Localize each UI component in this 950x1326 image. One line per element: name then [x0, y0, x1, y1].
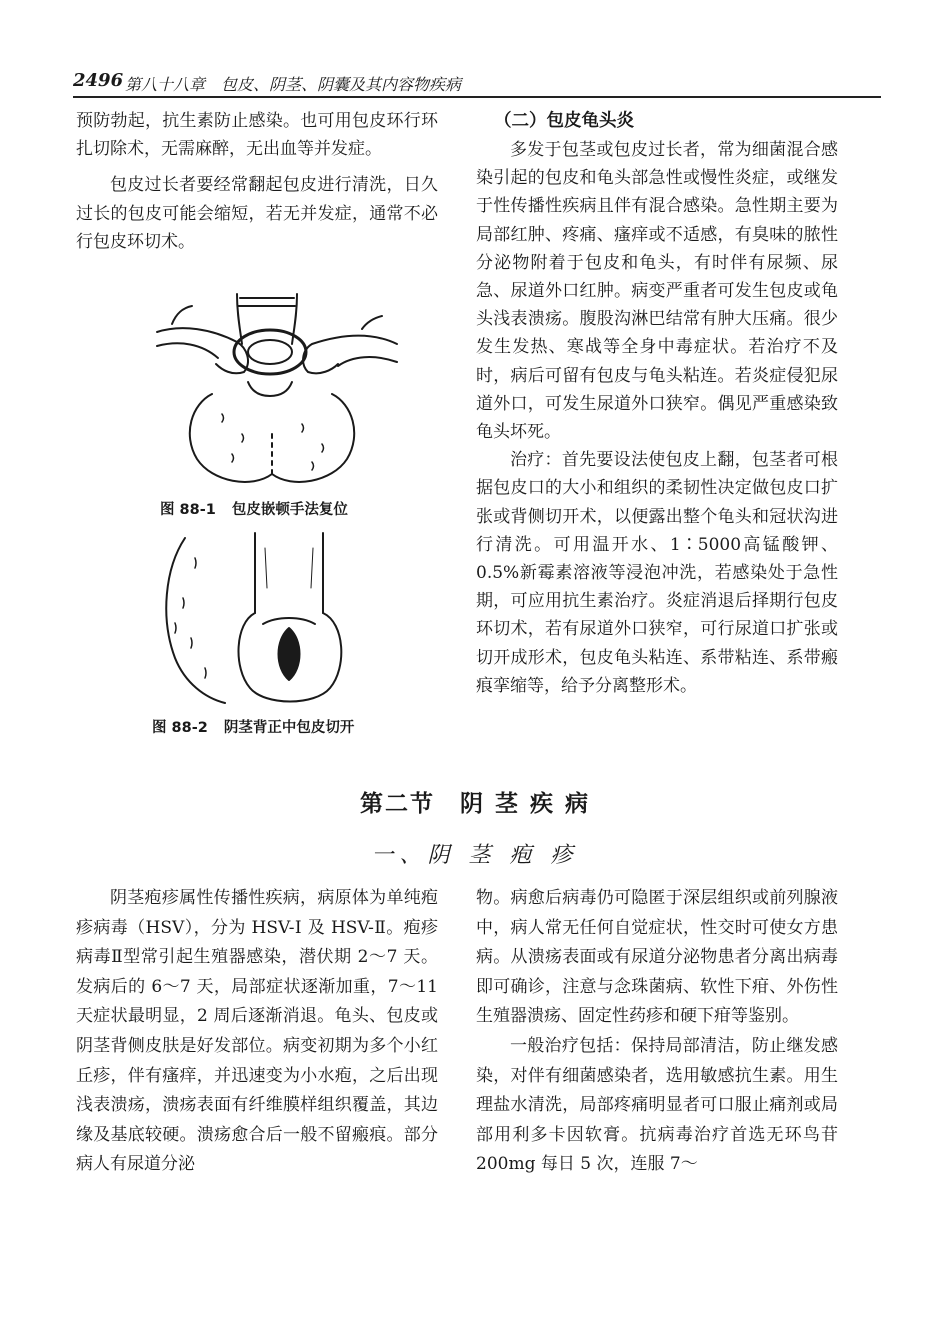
paragraph: 一般治疗包括：保持局部清洁，防止继发感染，对伴有细菌感染者，选用敏感抗生素。用生理盐水清洗，局部疼痛明显者可口服止痛剂或局部用利多卡因软膏。抗病毒治疗首选无环鸟苷 200mg 每日 5 次，连服 7～	[476, 1035, 838, 1175]
figure-number: 图 88-2	[152, 720, 208, 736]
figure-number: 图 88-1	[160, 502, 216, 518]
section-title: 第二节 阴 茎 疾 病	[359, 791, 591, 817]
bottom-left-column	[76, 884, 438, 1180]
paragraph: 治疗：首先要设法使包皮上翻，包茎者可根据包皮口的大小和组织的柔韧性决定做包皮口扩张或背侧切开术，以便露出整个龟头和冠状沟进行清洗。可用温开水、1∶5000高锰酸钾、0.5%新霉素溶液等浸泡冲洗，若感染处于急性期，可应用抗生素治疗。炎症消退后择期行包皮环切术，若有尿道外口狭窄，可行尿道口扩张或切开成形术，包皮龟头粘连、系带粘连、系带瘢痕挛缩等，给予分离整形术。	[476, 450, 838, 696]
paragraph: 包皮过长者要经常翻起包皮进行清洗，日久过长的包皮可能会缩短，若无并发症，通常不必行包皮环切术。	[76, 175, 438, 252]
figure-caption	[160, 498, 348, 519]
right-column-top	[476, 106, 838, 700]
paragraph: 多发于包茎或包皮过长者，常为细菌混合感染引起的包皮和龟头部急性或慢性炎症，或继发于性传播性疾病且伴有混合感染。急性期主要为局部红肿、疼痛、瘙痒或不适感，有臭味的脓性分泌物附着于包皮和龟头，有时伴有尿频、尿急、尿道外口红肿。病变严重者可发生包皮或龟头浅表溃疡。腹股沟淋巴结常有肿大压痛。很少发生发热、寒战等全身中毒症状。若治疗不及时，病后可留有包皮与龟头粘连。若炎症侵犯尿道外口，可发生尿道外口狭窄。偶见严重感染致龟头坏死。	[476, 140, 838, 443]
manual-reduction-illustration	[152, 284, 402, 490]
paragraph: 预防勃起，抗生素防止感染。也可用包皮环行环扎切除术，无需麻醉，无出血等并发症。	[76, 111, 438, 160]
subsection-heading: （二）包皮龟头炎	[494, 111, 634, 131]
page-number: 2496	[73, 70, 124, 91]
paragraph: 阴茎疱疹属性传播性疾病，病原体为单纯疱疹病毒（HSV），分为 HSV-Ⅰ 及 HSV-Ⅱ。疱疹病毒Ⅱ型常引起生殖器感染，潜伏期 2～7 天。发病后的 6～7 天，局部症状逐渐加重，7～11 天症状最明显，2 周后逐渐消退。龟头、包皮或阴茎背侧皮肤是好发部位。病变初期为多个小红丘疹，伴有瘙痒，并迅速变为小水疱，之后出现浅表溃疡，溃疡表面有纤维膜样组织覆盖，其边缘及基底较硬。溃疡愈合后一般不留瘢痕。部分病人有尿道分泌	[76, 888, 438, 1175]
figure-caption	[152, 716, 354, 737]
figure-title: 阴茎背正中包皮切开	[223, 720, 355, 736]
running-title: 第八十八章 包皮、阴茎、阴囊及其内容物疾病	[125, 75, 462, 94]
paragraph: 物。病愈后病毒仍可隐匿于深层组织或前列腺液中，病人常无任何自觉症状，性交时可使女方患病。从溃疡表面或有尿道分泌物患者分离出病毒即可确诊，注意与念珠菌病、软性下疳、外伤性生殖器溃疡、固定性药疹和硬下疳等鉴别。	[476, 888, 838, 1027]
page-header	[73, 66, 881, 98]
subsection-title: 一、阴 茎 疱 疹	[371, 843, 579, 868]
bottom-right-column	[476, 884, 838, 1180]
left-column-top	[76, 107, 438, 256]
dorsal-slit-illustration	[155, 528, 375, 713]
figure-title: 包皮嵌顿手法复位	[231, 502, 348, 518]
